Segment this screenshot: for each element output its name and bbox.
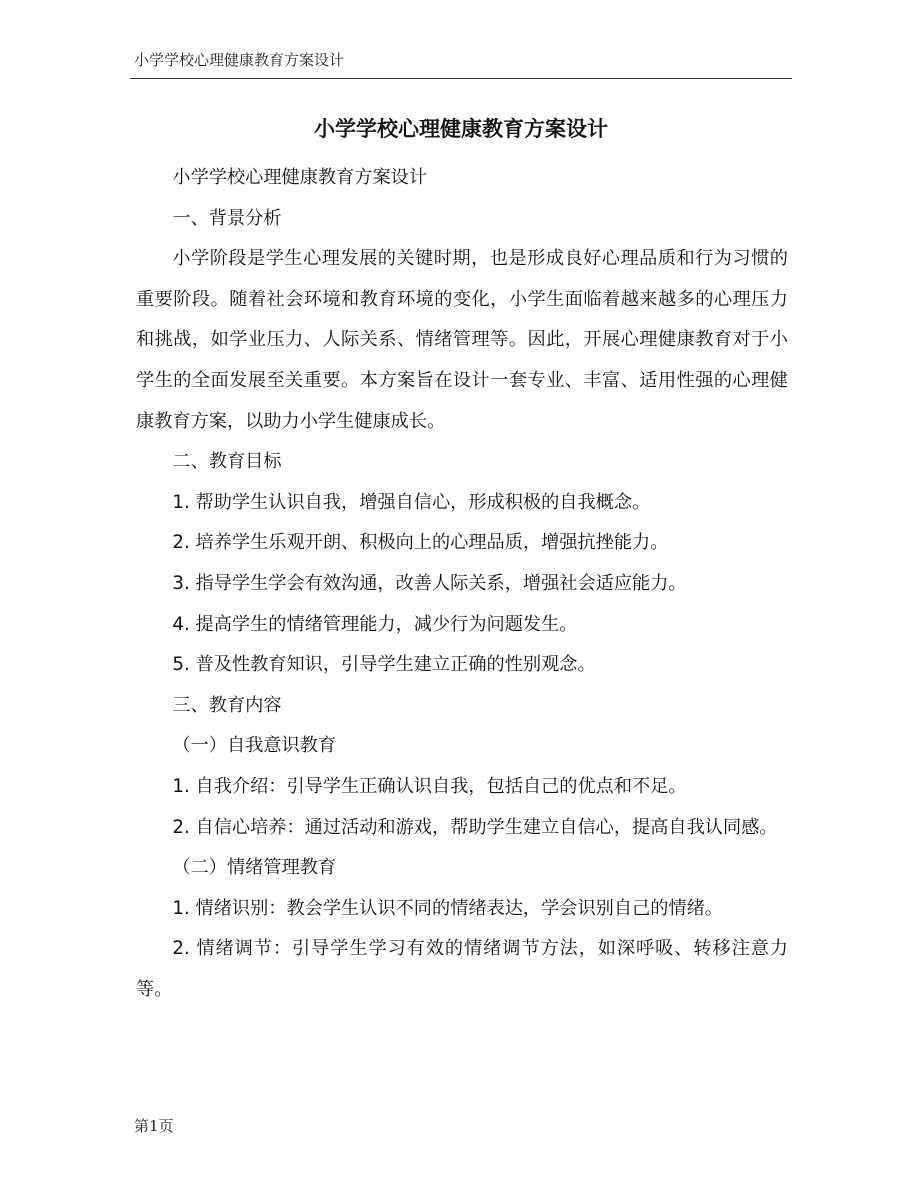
goal-item-5: 5. 普及性教育知识，引导学生建立正确的性别观念。 <box>172 654 596 676</box>
header-divider <box>130 78 792 79</box>
subsection-heading-self-awareness: （一）自我意识教育 <box>172 735 337 757</box>
section-heading-content: 三、教育内容 <box>172 694 282 716</box>
section-heading-background: 一、背景分析 <box>172 207 282 229</box>
content-item-emotion-recognition: 1. 情绪识别：教会学生认识不同的情绪表达，学会识别自己的情绪。 <box>172 897 723 919</box>
content-item-self-intro: 1. 自我介绍：引导学生正确认识自我，包括自己的优点和不足。 <box>172 775 687 797</box>
goal-item-4: 4. 提高学生的情绪管理能力，减少行为问题发生。 <box>172 613 578 635</box>
document-title: 小学学校心理健康教育方案设计 <box>314 116 608 141</box>
goal-item-1: 1. 帮助学生认识自我，增强自信心，形成积极的自我概念。 <box>172 491 651 513</box>
goal-item-2: 2. 培养学生乐观开朗、积极向上的心理品质，增强抗挫能力。 <box>172 532 669 554</box>
content-item-confidence: 2. 自信心培养：通过活动和游戏，帮助学生建立自信心，提高自我认同感。 <box>172 816 778 838</box>
section-heading-goals: 二、教育目标 <box>172 451 282 473</box>
background-paragraph: 小学阶段是学生心理发展的关键时期，也是形成良好心理品质和行为习惯的重要阶段。随着社会环境和教育环境的变化，小学生面临着越来越多的心理压力和挑战，如学业压力、人际关系、情绪管理等。因此，开展心理健康教育对于小学生的全面发展至关重要。本方案旨在设计一套专业、丰富、适用性强的心理健康教育方案，以助力小学生健康成长。 <box>136 248 788 432</box>
page-number: 第1页 <box>134 1117 174 1135</box>
subtitle-paragraph: 小学学校心理健康教育方案设计 <box>172 167 428 188</box>
running-header: 小学学校心理健康教育方案设计 <box>134 51 345 69</box>
document-body <box>136 158 788 1010</box>
goal-item-3: 3. 指导学生学会有效沟通，改善人际关系，增强社会适应能力。 <box>172 572 687 594</box>
subsection-heading-emotion: （二）情绪管理教育 <box>172 857 337 879</box>
content-item-emotion-regulation: 2. 情绪调节：引导学生学习有效的情绪调节方法，如深呼吸、转移注意力等。 <box>136 938 788 1000</box>
